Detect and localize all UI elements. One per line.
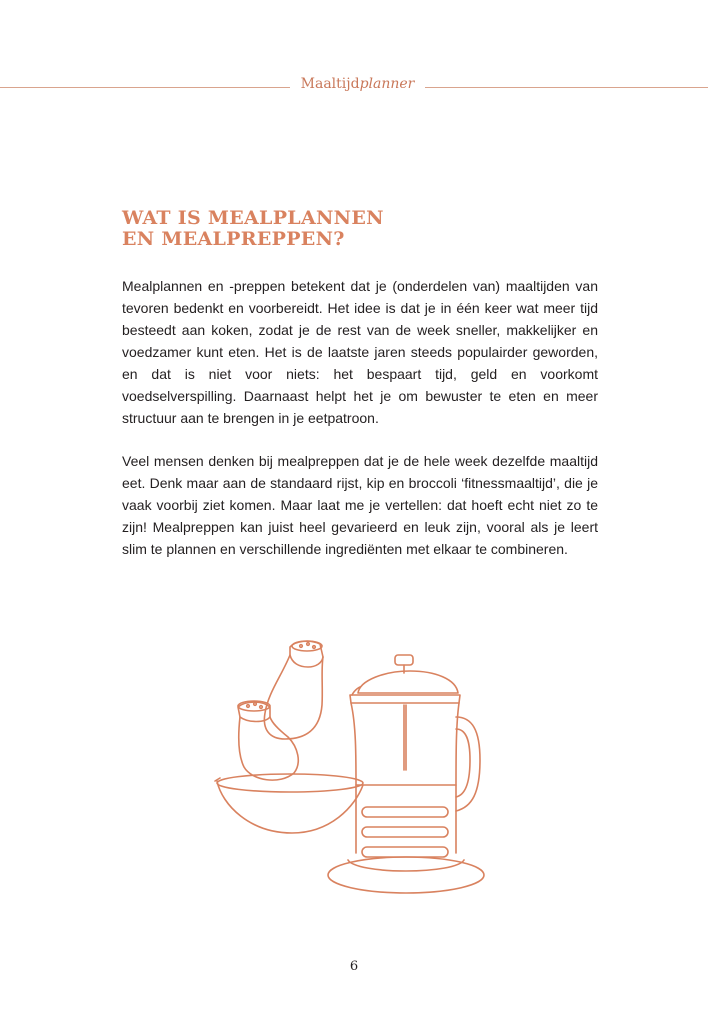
tall-shaker-icon	[264, 641, 323, 739]
section-heading	[122, 208, 602, 250]
running-header-regular: Maaltijd	[300, 76, 360, 92]
running-header-italic: planner	[359, 76, 415, 92]
small-shaker-icon	[238, 701, 298, 780]
body-paragraph-1: Mealplannen en -preppen betekent dat je (onderdelen van) maaltijden van tevoren bedenkt en voorbereidt. Het idee is dat je in één keer wat meer tijd besteedt aan koken, zodat je de rest van de week sneller, makkelijker en voedzamer kunt eten. Het is de laatste jaren steeds populairder geworden, en dat is niet voor niets: het bespaart tijd, geld en voorkomt voedselverspilling. Daarnaast helpt het je om bewuster te eten en meer structuur aan te brengen in je eetpatroon.	[122, 278, 598, 426]
header-rule-right	[425, 87, 708, 88]
bowl-icon	[215, 774, 363, 833]
french-press-icon	[328, 655, 484, 893]
header-rule-left	[0, 87, 290, 88]
body-paragraph-2: Veel mensen denken bij mealpreppen dat je de hele week dezelfde maaltijd eet. Denk maar aan de standaard rijst, kip en broccoli ‘fitnessmaaltijd’, die je vaak voorbij ziet komen. Maar laat me je vertellen: dat hoeft echt niet zo te zijn! Mealpreppen kan juist heel gevarieerd en leuk zijn, vooral als je leert slim te plannen en verschillende ingrediënten met elkaar te combineren.	[122, 453, 598, 557]
kitchen-items-illustration	[210, 635, 500, 900]
page-number: 6	[349, 959, 359, 974]
section-heading-line-2: EN MEALPREPPEN?	[122, 228, 345, 250]
section-heading-line-1: WAT IS MEALPLANNEN	[122, 207, 384, 229]
running-header	[290, 76, 425, 92]
